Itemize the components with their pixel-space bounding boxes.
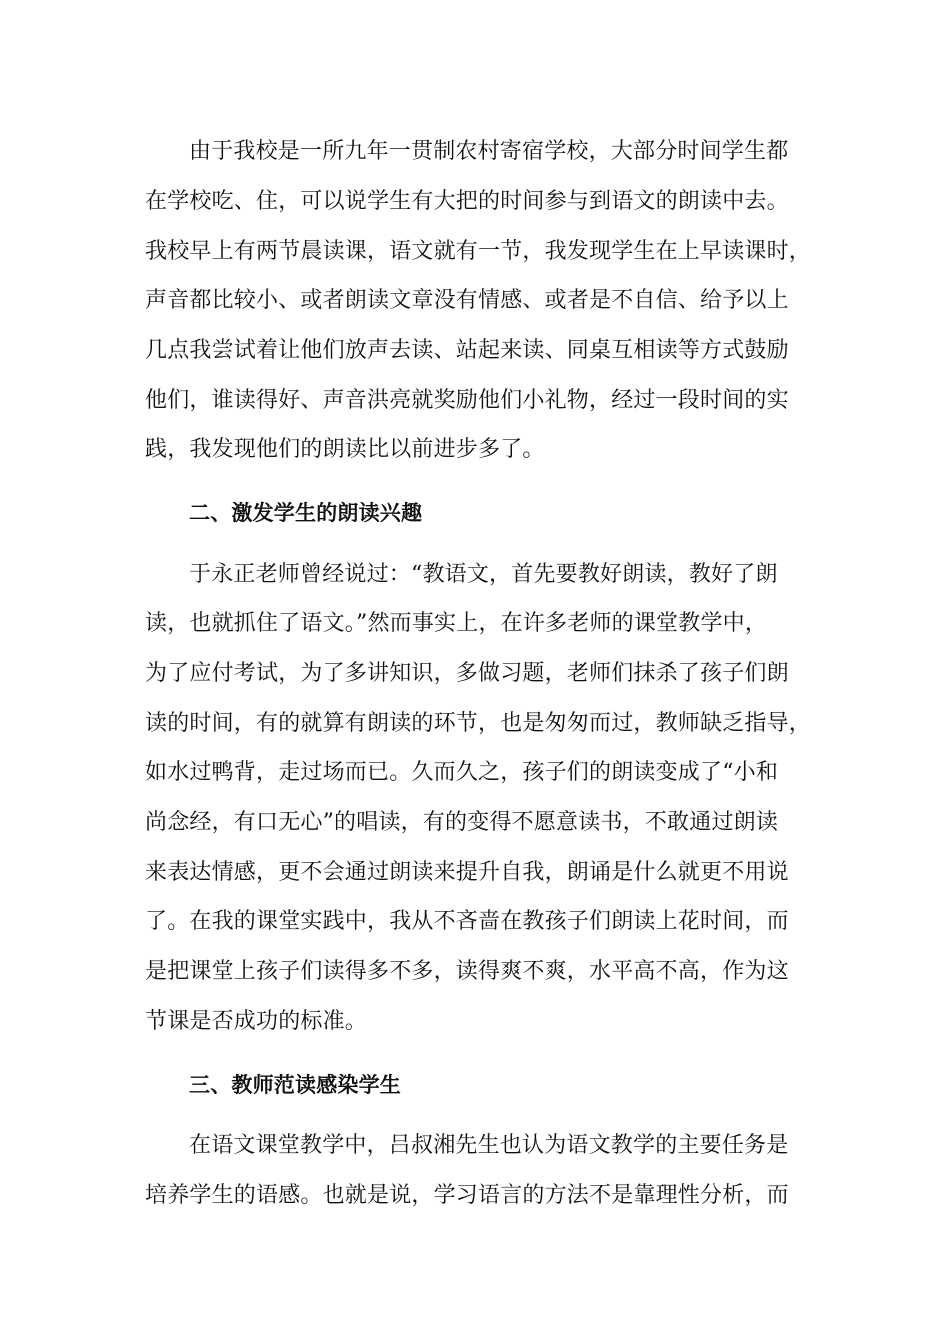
paragraph-2-line-7: 来表达情感，更不会通过朗读来提升自我，朗诵是什么就更不用说 xyxy=(145,860,789,885)
paragraph-1-line-2: 在学校吃、住，可以说学生有大把的时间参与到语文的朗读中去。 xyxy=(145,189,789,214)
paragraph-1-line-6: 他们，谁读得好、声音洪亮就奖励他们小礼物，经过一段时间的实 xyxy=(145,388,789,413)
section-heading-3: 三、教师范读感染学生 xyxy=(189,1073,401,1097)
section-heading-2: 二、激发学生的朗读兴趣 xyxy=(189,501,423,525)
paragraph-2-line-4: 读的时间，有的就算有朗读的环节，也是匆匆而过，教师缺乏指导， xyxy=(145,711,812,736)
paragraph-2-line-3: 为了应付考试，为了多讲知识，多做习题，老师们抹杀了孩子们朗 xyxy=(145,661,789,686)
paragraph-1-line-5: 几点我尝试着让他们放声去读、站起来读、同桌互相读等方式鼓励 xyxy=(145,338,789,363)
paragraph-2-line-1: 于永正老师曾经说过：“教语文，首先要教好朗读，教好了朗 xyxy=(189,562,778,587)
paragraph-2-line-2: 读，也就抓住了语文。”然而事实上，在许多老师的课堂教学中， xyxy=(145,611,768,636)
paragraph-1-line-3: 我校早上有两节晨读课，语文就有一节，我发现学生在上早读课时， xyxy=(145,239,812,264)
paragraph-1-line-4: 声音都比较小、或者朗读文章没有情感、或者是不自信、给予以上 xyxy=(145,288,789,313)
paragraph-3-line-2: 培养学生的语感。也就是说，学习语言的方法不是靠理性分析，而 xyxy=(145,1183,789,1208)
paragraph-1-line-7: 践，我发现他们的朗读比以前进步多了。 xyxy=(145,437,545,462)
paragraph-2-line-9: 是把课堂上孩子们读得多不多，读得爽不爽，水平高不高，作为这 xyxy=(145,959,789,984)
paragraph-1-line-1: 由于我校是一所九年一贯制农村寄宿学校，大部分时间学生都 xyxy=(189,139,789,164)
paragraph-3-line-1: 在语文课堂教学中，吕叔湘先生也认为语文教学的主要任务是 xyxy=(189,1133,789,1158)
paragraph-2-line-6: 尚念经，有口无心”的唱读，有的变得不愿意读书，不敢通过朗读 xyxy=(145,810,779,835)
paragraph-2-line-5: 如水过鸭背，走过场而已。久而久之，孩子们的朗读变成了“小和 xyxy=(145,760,779,785)
paragraph-2-line-10: 节课是否成功的标准。 xyxy=(145,1009,368,1034)
paragraph-2-line-8: 了。在我的课堂实践中，我从不吝啬在教孩子们朗读上花时间，而 xyxy=(145,909,789,934)
